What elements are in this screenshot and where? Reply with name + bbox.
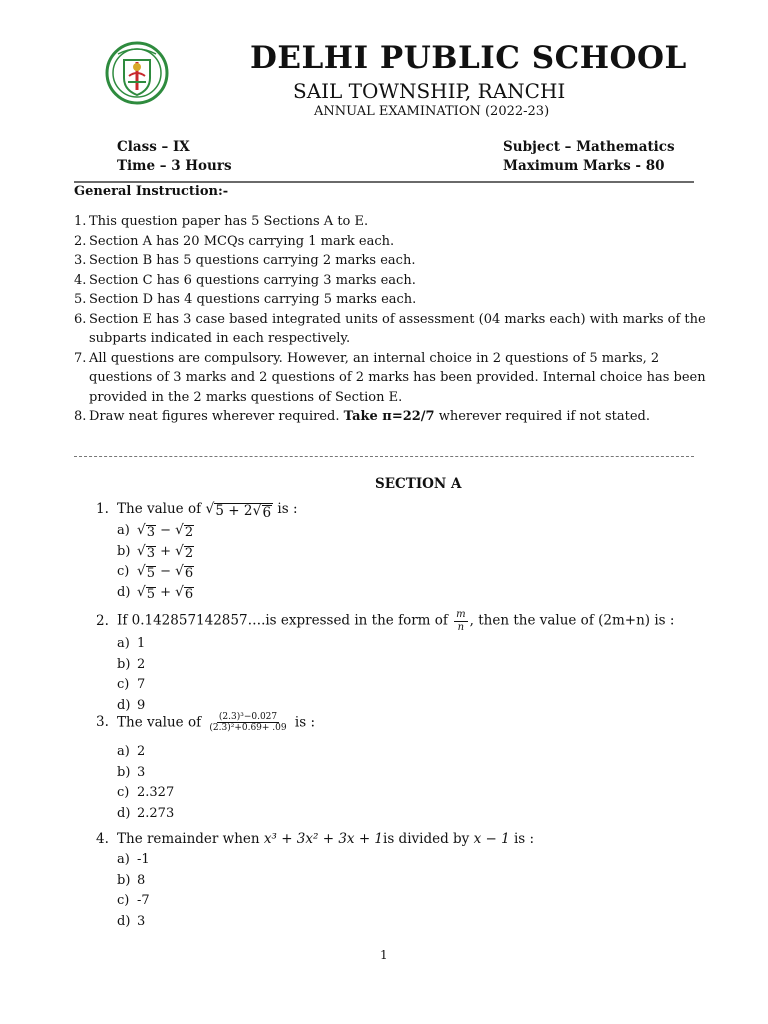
instruction-number: 6. [74,311,87,327]
option-label: d) [117,913,131,929]
radicand: 6 [262,505,272,521]
radicand: 6 [184,566,194,581]
fraction-numerator: (2.3)³−0.027 [218,712,278,722]
operator: + [155,543,176,559]
option-value: 2.327 [137,785,175,800]
option-item [117,655,145,676]
instructions-title: General Instruction:- [74,184,229,199]
question-text: is : [509,831,535,847]
question-3 [96,712,315,734]
instruction-text: Section C has 6 questions carrying 3 marks each. [89,272,416,288]
instruction-item [74,212,694,232]
question-2 [96,609,674,633]
option-value: 3 [137,913,146,929]
option-label: d) [117,697,131,713]
operator: − [155,523,176,538]
question-text: is : [273,501,298,517]
instruction-number: 7. [74,350,87,366]
max-marks-label: Maximum Marks - 80 [503,158,665,174]
question-text: The value of [117,501,206,517]
radicand: 2 [184,545,194,561]
option-label: c) [117,564,130,579]
option-value: 7 [137,677,146,692]
question-number: 2. [96,612,109,629]
instruction-item [74,368,706,388]
sqrt-expression: √ 5 + 2 √ 6 [205,501,272,521]
instruction-item [74,251,694,271]
radicand: 6 [184,586,194,602]
option-label: a) [117,523,130,538]
option-item: d) √ 5 + √ 6 [117,583,194,602]
polynomial-expression: x³ + 3x² + 3x + 1 [263,831,384,847]
instruction-item [74,310,706,330]
option-value: 3 [137,764,146,780]
instruction-text: Section A has 20 MCQs carrying 1 mark each. [89,233,395,249]
option-item: b) √ 3 + √ 2 [117,542,194,561]
option-label: a) [117,636,130,651]
instructions-list [74,212,706,427]
option-item [117,804,174,825]
instruction-item [74,388,694,408]
question-number: 3. [96,714,109,731]
radicand: 2 [184,525,194,540]
question-3-options [117,742,174,824]
instruction-pi-note: Take π=22/7 [343,409,435,424]
instruction-item [74,271,694,291]
fraction-denominator: (2.3)²+0.69+ .09 [209,723,287,734]
option-value: 8 [137,872,146,888]
option-item [117,675,145,696]
option-item [117,742,174,763]
question-1-options [117,521,194,603]
question-number: 1. [96,501,109,517]
instruction-text: provided in the 2 marks questions of Section E. [89,389,403,405]
option-item [117,634,145,655]
question-text: The value of [117,714,206,731]
section-heading: SECTION A [375,476,462,492]
option-label: c) [117,785,130,800]
question-text: , then the value of (2m+n) is : [469,612,675,629]
subject-label: Subject – Mathematics [503,139,675,155]
instruction-number: 5. [74,292,87,307]
option-value: 2.273 [137,805,175,821]
instruction-text: wherever required if not stated. [434,409,651,424]
option-item: c) √ 5 − √ 6 [117,563,194,581]
instruction-item [74,290,694,310]
instruction-number: 2. [74,233,87,249]
radicand: 3 [146,525,155,540]
instruction-text: Section E has 3 case based integrated units of assessment (04 marks each) with marks of the [89,311,706,327]
option-item [117,783,174,804]
page-number: 1 [380,948,388,962]
question-2-options [117,634,145,716]
radicand: 5 [146,586,155,602]
question-1 [96,501,298,521]
instruction-text: Draw neat figures wherever required. [89,409,344,424]
option-label: d) [117,805,131,821]
instruction-number: 4. [74,272,87,288]
fraction-denominator: n [457,621,465,633]
school-name: DELHI PUBLIC SCHOOL [250,40,687,76]
instruction-text: questions of 3 marks and 2 questions of 2 marks has been provided. Internal choice has been [89,370,706,385]
option-label: b) [117,872,131,888]
option-item [117,891,150,912]
question-number: 4. [96,831,109,847]
option-label: d) [117,584,131,600]
option-item [117,912,150,933]
section-divider [74,456,694,457]
divisor-expression: x − 1 [473,831,510,847]
option-value: 9 [137,697,146,713]
option-item [117,850,150,871]
option-label: a) [117,852,130,867]
fraction-numerator: m [456,609,466,620]
option-label: a) [117,744,130,759]
question-text: is divided by [383,831,474,847]
radicand: 5 [146,566,155,581]
fraction [454,609,467,633]
option-value: 1 [137,636,146,651]
option-label: c) [117,893,130,908]
instruction-number: 1. [74,214,87,229]
question-4 [96,831,534,847]
option-item [117,763,174,784]
option-label: b) [117,656,131,672]
instruction-text: This question paper has 5 Sections A to E. [89,214,369,229]
instruction-text: Section D has 4 questions carrying 5 marks each. [89,292,417,307]
radicand: 5 + 2 [215,503,253,519]
instruction-item [74,232,694,252]
instruction-text: Section B has 5 questions carrying 2 marks each. [89,253,416,268]
instruction-item [74,407,694,427]
question-text: is : [290,714,316,731]
option-item: a) √ 3 − √ 2 [117,522,194,540]
instruction-item [74,349,694,369]
radicand: 3 [146,545,155,561]
option-label: b) [117,764,131,780]
instruction-number: 8. [74,409,87,424]
class-label: Class – IX [117,139,190,155]
exam-title: ANNUAL EXAMINATION (2022-23) [314,104,550,119]
time-label: Time – 3 Hours [117,158,232,174]
operator: − [155,564,176,579]
option-item [117,871,150,892]
instruction-text: All questions are compulsory. However, an internal choice in 2 questions of 5 marks, 2 [89,350,660,366]
option-label: c) [117,677,130,692]
operator: + [155,584,176,600]
question-4-options [117,850,150,932]
header-divider [74,181,694,183]
school-logo-icon [104,40,170,106]
instruction-item [74,329,694,349]
instruction-number: 3. [74,253,87,268]
school-location: SAIL TOWNSHIP, RANCHI [293,79,566,103]
option-value: -7 [137,893,150,908]
instruction-text: subparts indicated in each respectively. [89,331,351,346]
option-value: -1 [137,852,150,867]
question-text: The remainder when [117,831,264,847]
option-value: 2 [137,744,146,759]
question-text: If 0.142857142857….is expressed in the form of [117,612,453,629]
option-label: b) [117,543,131,559]
fraction [207,712,288,734]
option-value: 2 [137,656,146,672]
